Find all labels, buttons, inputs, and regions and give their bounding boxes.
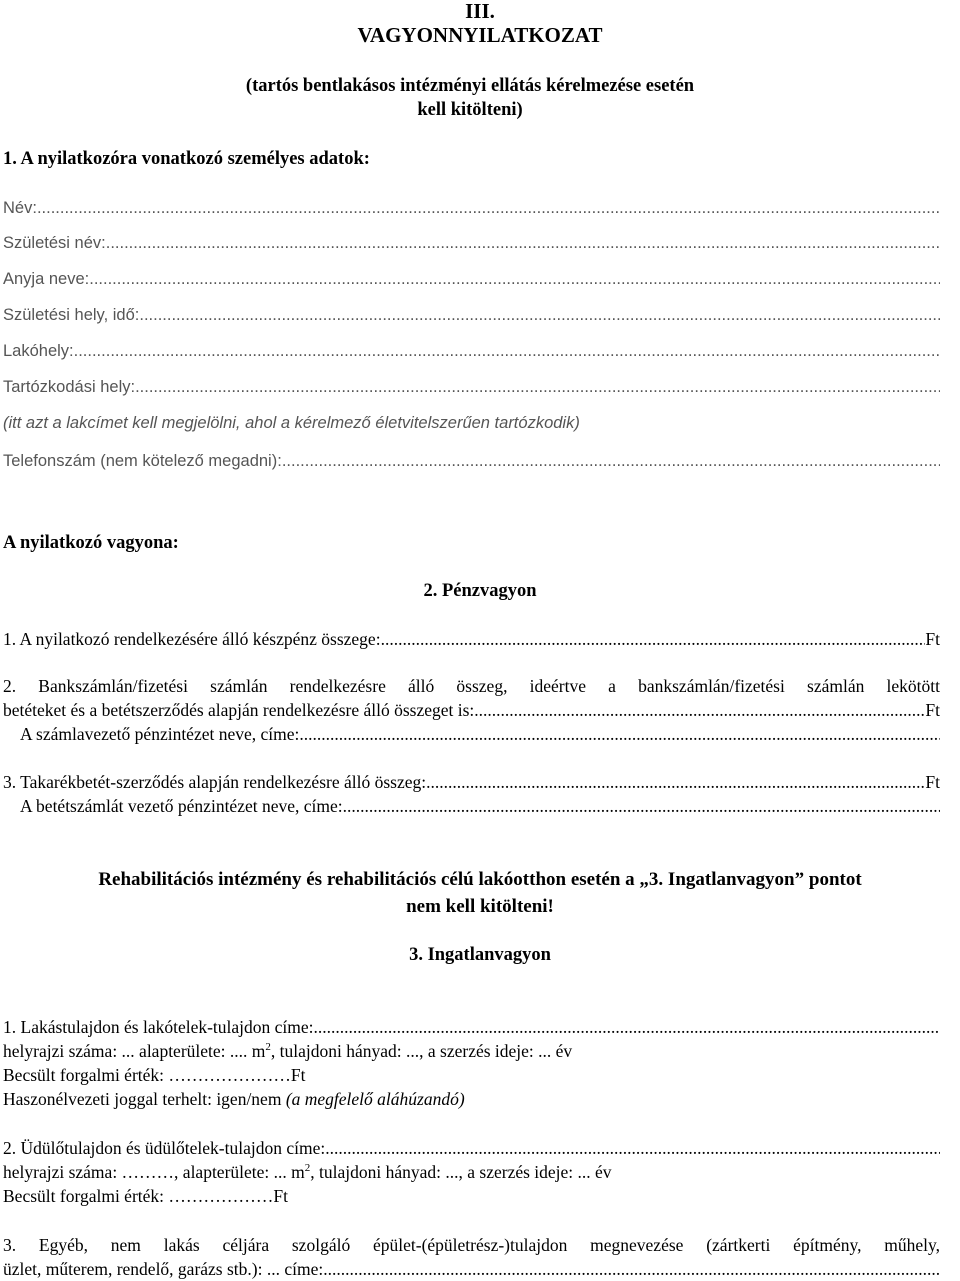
name-dots xyxy=(37,197,940,219)
cash-field[interactable] xyxy=(3,628,940,650)
stay-place-dots xyxy=(135,376,940,398)
mother-name-field[interactable] xyxy=(3,268,940,290)
phone-label: Telefonszám (nem kötelező megadni): xyxy=(3,452,282,470)
bank-name-label: A számlavezető pénzintézet neve, címe: xyxy=(20,724,300,744)
holiday-value-field[interactable]: Becsült forgalmi érték: ………………Ft xyxy=(3,1186,288,1206)
holiday-details-b: , tulajdoni hányad: ..., a szerzés ideje: ... év xyxy=(310,1162,612,1182)
phone-dots xyxy=(282,450,940,472)
stay-place-field[interactable] xyxy=(3,376,940,398)
holiday-address-field[interactable] xyxy=(3,1137,940,1159)
savings-bank-field[interactable] xyxy=(20,795,940,817)
birth-place-field[interactable] xyxy=(3,304,940,326)
holiday-area-unit-sup: 2 xyxy=(304,1162,311,1175)
section1-heading: 1. A nyilatkozóra vonatkozó személyes adatok: xyxy=(3,149,370,169)
flat-address-field[interactable] xyxy=(3,1016,940,1038)
cash-label: 1. A nyilatkozó rendelkezésére álló készpénz összege: xyxy=(3,629,381,649)
birth-name-label: Születési név: xyxy=(3,234,106,252)
cash-dots xyxy=(381,628,926,650)
cash-currency: Ft xyxy=(925,629,940,649)
savings-dots xyxy=(426,771,925,793)
flat-area-unit-sup: 2 xyxy=(265,1041,271,1054)
phone-field[interactable] xyxy=(3,450,940,472)
residence-label: Lakóhely: xyxy=(3,342,74,360)
flat-usufruct-label: Haszonélvezeti joggal terhelt: igen/nem xyxy=(3,1089,286,1109)
other-building-field[interactable] xyxy=(3,1258,940,1280)
section2-heading: 2. Pénzvagyon xyxy=(423,581,537,601)
holiday-details-a: helyrajzi száma: ………, alapterülete: ... m xyxy=(3,1162,305,1182)
other-building-dots xyxy=(323,1258,940,1280)
bank-balance-currency: Ft xyxy=(925,700,940,720)
flat-address-label: 1. Lakástulajdon és lakótelek-tulajdon címe: xyxy=(3,1017,314,1037)
rehab-note-line-2: nem kell kitölteni! xyxy=(406,896,554,917)
birth-place-label: Születési hely, idő: xyxy=(3,306,140,324)
subtitle-line-1: (tartós bentlakásos intézményi ellátás kérelmezése esetén xyxy=(245,76,695,96)
bank-balance-field[interactable] xyxy=(3,699,940,721)
rehab-note-line-1: Rehabilitációs intézmény és rehabilitációs célú lakóotthon esetén a „3. Ingatlanvagyon” pontot xyxy=(98,869,862,890)
bank-balance-dots xyxy=(474,699,925,721)
section3-heading: 3. Ingatlanvagyon xyxy=(409,945,551,965)
holiday-address-dots xyxy=(325,1137,940,1159)
birth-name-dots xyxy=(106,232,940,254)
savings-bank-label: A betétszámlát vezető pénzintézet neve, címe: xyxy=(20,796,343,816)
mother-name-dots xyxy=(89,268,940,290)
bank-name-field[interactable] xyxy=(20,723,940,745)
residence-dots xyxy=(74,340,940,362)
name-label: Név: xyxy=(3,199,37,217)
savings-field[interactable] xyxy=(3,771,940,793)
birth-place-dots xyxy=(139,304,940,326)
residence-field[interactable] xyxy=(3,340,940,362)
savings-bank-dots xyxy=(343,795,940,817)
bank-balance-label: betéteket és a betétszerződés alapján rendelkezésre álló összeget is: xyxy=(3,700,475,720)
mother-name-label: Anyja neve: xyxy=(3,270,90,288)
subtitle-line-2: kell kitölteni) xyxy=(417,100,523,120)
savings-label: 3. Takarékbetét-szerződés alapján rendelkezésre álló összeg: xyxy=(3,772,427,792)
flat-details-line[interactable] xyxy=(3,1040,940,1062)
holiday-details-line[interactable] xyxy=(3,1161,940,1183)
document-title: VAGYONNYILATKOZAT xyxy=(357,24,603,46)
bank-balance-line-1: 2. Bankszámlán/fizetési számlán rendelkezésre álló összeg, ideértve a bankszámlán/fizetési számlán lekötött xyxy=(3,676,940,696)
roman-numeral: III. xyxy=(465,0,495,22)
other-building-line-1: 3. Egyéb, nem lakás céljára szolgáló épület-(épületrész-)tulajdon megnevezése (zártkerti építmény, műhely, xyxy=(3,1235,940,1255)
residence-note: (itt azt a lakcímet kell megjelölni, ahol a kérelmező életvitelszerűen tartózkodik) xyxy=(3,414,580,432)
other-building-label: üzlet, műterem, rendelő, garázs stb.): ... címe: xyxy=(3,1259,324,1279)
name-field[interactable] xyxy=(3,197,940,219)
bank-name-dots xyxy=(299,723,940,745)
flat-usufruct-line[interactable] xyxy=(3,1088,940,1110)
savings-currency: Ft xyxy=(925,772,940,792)
flat-address-dots xyxy=(314,1016,940,1038)
flat-usufruct-hint: (a megfelelő aláhúzandó) xyxy=(285,1089,465,1109)
flat-details-a: helyrajzi száma: ... alapterülete: .... m xyxy=(3,1041,266,1061)
assets-heading: A nyilatkozó vagyona: xyxy=(3,533,179,553)
birth-name-field[interactable] xyxy=(3,232,940,254)
flat-details-b: , tulajdoni hányad: ..., a szerzés ideje: ... év xyxy=(270,1041,573,1061)
flat-value-field[interactable]: Becsült forgalmi érték: …………………Ft xyxy=(3,1065,306,1085)
stay-place-label: Tartózkodási hely: xyxy=(3,378,136,396)
holiday-address-label: 2. Üdülőtulajdon és üdülőtelek-tulajdon címe: xyxy=(3,1138,326,1158)
